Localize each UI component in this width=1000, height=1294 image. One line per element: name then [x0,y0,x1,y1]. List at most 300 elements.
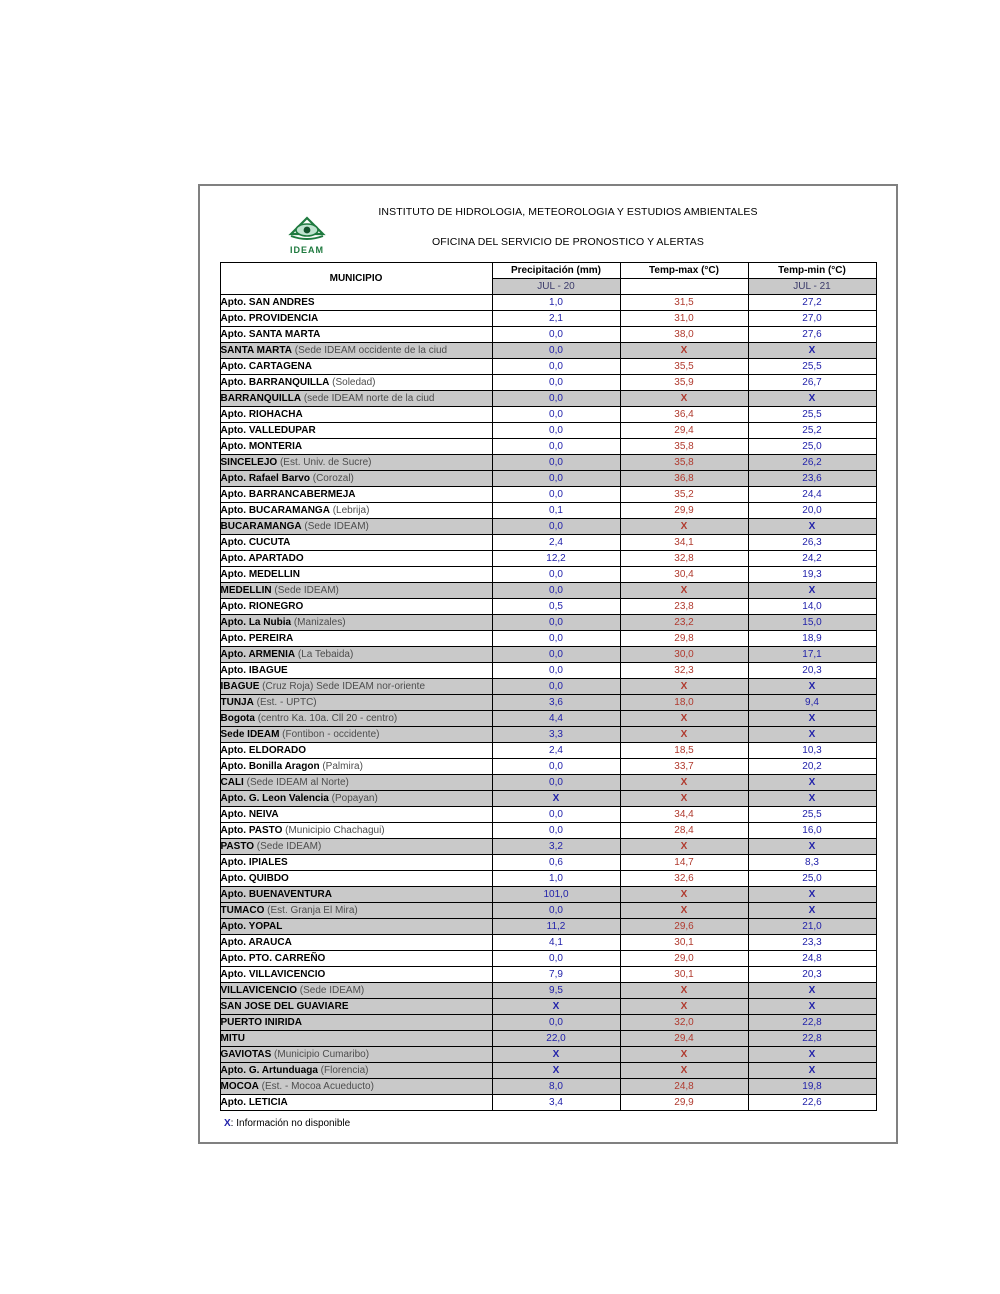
municipio-name: PUERTO INIRIDA [220,1017,302,1028]
cell-tempmin: 26,2 [748,455,876,471]
municipio-detail: (Popayan) [328,793,378,804]
cell-precipitacion: 0,0 [492,359,620,375]
municipio-name: VILLAVICENCIO [220,985,297,996]
cell-precipitacion: 0,6 [492,855,620,871]
cell-tempmin: 25,5 [748,359,876,375]
cell-tempmax: 23,2 [620,615,748,631]
cell-tempmin: X [748,999,876,1015]
municipio-name: Apto. RIOHACHA [220,409,303,420]
cell-precipitacion: 0,0 [492,439,620,455]
cell-precipitacion: 0,5 [492,599,620,615]
cell-tempmax: X [620,839,748,855]
municipio-name: Apto. ARAUCA [220,937,292,948]
municipio-name: BUCARAMANGA [220,521,302,532]
municipio-detail: (Manizales) [291,617,346,628]
cell-tempmin: 27,2 [748,295,876,311]
table-row [220,695,876,711]
date-band-precipitacion: JUL - 20 [492,279,620,295]
municipio-name: Apto. MONTERIA [220,441,303,452]
cell-tempmin: X [748,791,876,807]
municipio-detail: (sede IDEAM norte de la ciud [301,393,435,404]
cell-precipitacion: 0,0 [492,423,620,439]
table-row [220,631,876,647]
municipio-name: SAN JOSE DEL GUAVIARE [220,1001,349,1012]
cell-tempmax: X [620,887,748,903]
cell-precipitacion: 4,4 [492,711,620,727]
cell-municipio [220,855,492,871]
cell-municipio [220,807,492,823]
cell-precipitacion: 4,1 [492,935,620,951]
ideam-logo-text: IDEAM [290,245,324,255]
cell-precipitacion: 0,0 [492,679,620,695]
cell-precipitacion: 0,0 [492,583,620,599]
municipio-detail: (Soledad) [329,377,376,388]
cell-precipitacion: 0,0 [492,759,620,775]
cell-precipitacion: 0,0 [492,663,620,679]
cell-tempmin: 20,3 [748,967,876,983]
cell-tempmax: 38,0 [620,327,748,343]
cell-municipio [220,999,492,1015]
cell-tempmin: X [748,903,876,919]
cell-tempmin: 19,8 [748,1079,876,1095]
municipio-detail: (centro Ka. 10a. Cll 20 - centro) [254,713,398,724]
municipio-name: Apto. BUENAVENTURA [220,889,332,900]
table-row [220,599,876,615]
cell-municipio [220,871,492,887]
cell-tempmax: X [620,679,748,695]
municipio-name: Apto. Bonilla Aragon [220,761,320,772]
table-row [220,327,876,343]
cell-tempmax: 34,4 [620,807,748,823]
municipio-name: Bogota [220,713,255,724]
table-row [220,295,876,311]
cell-precipitacion: 2,4 [492,743,620,759]
municipio-name: Apto. PASTO [220,825,283,836]
document-page [198,184,898,1144]
cell-precipitacion: 0,0 [492,327,620,343]
table-row [220,855,876,871]
cell-tempmin: 20,3 [748,663,876,679]
table-row [220,375,876,391]
municipio-name: MEDELLIN [220,585,272,596]
table-row [220,1079,876,1095]
cell-tempmax: 30,4 [620,567,748,583]
table-row [220,439,876,455]
cell-tempmin: 21,0 [748,919,876,935]
municipio-name: Apto. BARRANQUILLA [220,377,330,388]
municipio-name: TUNJA [220,697,254,708]
table-row [220,983,876,999]
cell-tempmin: 20,2 [748,759,876,775]
cell-precipitacion: 0,0 [492,487,620,503]
municipio-name: Apto. ELDORADO [220,745,307,756]
cell-tempmin: 9,4 [748,695,876,711]
municipio-name: Apto. G. Leon Valencia [220,793,329,804]
cell-precipitacion: 0,0 [492,631,620,647]
cell-precipitacion: 7,9 [492,967,620,983]
cell-municipio [220,727,492,743]
cell-tempmin: 20,0 [748,503,876,519]
table-row [220,967,876,983]
cell-municipio [220,903,492,919]
municipio-detail: (Sede IDEAM) [301,521,369,532]
municipio-name: BARRANQUILLA [220,393,302,404]
cell-tempmax: 36,4 [620,407,748,423]
municipio-detail: (Palmira) [319,761,363,772]
cell-precipitacion: 0,0 [492,823,620,839]
cell-tempmin: 27,0 [748,311,876,327]
cell-precipitacion: X [492,999,620,1015]
cell-precipitacion: 0,0 [492,1015,620,1031]
date-band-tempmin: JUL - 21 [748,279,876,295]
cell-tempmin: 15,0 [748,615,876,631]
cell-tempmin: 8,3 [748,855,876,871]
municipio-name: Apto. PEREIRA [220,633,294,644]
cell-municipio [220,471,492,487]
municipio-detail: (Corozal) [309,473,354,484]
office-title: OFICINA DEL SERVICIO DE PRONOSTICO Y ALERTAS [431,236,705,248]
table-row [220,823,876,839]
municipio-name: GAVIOTAS [220,1049,272,1060]
cell-municipio [220,391,492,407]
cell-municipio [220,583,492,599]
municipio-name: TUMACO [220,905,265,916]
cell-tempmax: 29,6 [620,919,748,935]
cell-municipio [220,407,492,423]
table-row [220,391,876,407]
table-row [220,567,876,583]
municipio-name: Apto. VALLEDUPAR [220,425,316,436]
cell-precipitacion: 3,3 [492,727,620,743]
municipio-detail: (La Tebaida) [295,649,354,660]
table-row [220,1095,876,1111]
cell-precipitacion: X [492,1063,620,1079]
cell-tempmax: 35,2 [620,487,748,503]
table-row [220,679,876,695]
table-row [220,359,876,375]
cell-tempmax: X [620,519,748,535]
cell-municipio [220,839,492,855]
municipio-detail: (Cruz Roja) Sede IDEAM nor-oriente [259,681,426,692]
cell-precipitacion: 0,0 [492,567,620,583]
table-row [220,487,876,503]
table-row [220,1063,876,1079]
cell-tempmin: 25,2 [748,423,876,439]
municipio-name: PASTO [220,841,255,852]
cell-precipitacion: 8,0 [492,1079,620,1095]
municipio-detail: (Lebrija) [329,505,370,516]
cell-tempmin: X [748,839,876,855]
cell-municipio [220,295,492,311]
cell-tempmin: 10,3 [748,743,876,759]
table-row [220,663,876,679]
cell-municipio [220,1015,492,1031]
cell-municipio [220,423,492,439]
cell-precipitacion: 0,0 [492,775,620,791]
cell-municipio [220,743,492,759]
table-row [220,615,876,631]
cell-tempmax: 32,8 [620,551,748,567]
cell-tempmin: X [748,727,876,743]
table-row [220,935,876,951]
cell-tempmax: 33,7 [620,759,748,775]
municipio-name: SINCELEJO [220,457,278,468]
cell-tempmax: 36,8 [620,471,748,487]
municipio-name: Apto. CUCUTA [220,537,291,548]
document-header [200,186,896,256]
cell-tempmin: X [748,391,876,407]
column-header-precipitacion: Precipitación (mm) [492,263,620,279]
cell-tempmin: X [748,711,876,727]
table-row [220,887,876,903]
cell-precipitacion: 0,0 [492,807,620,823]
cell-precipitacion: 0,0 [492,375,620,391]
cell-tempmax: X [620,791,748,807]
cell-precipitacion: 1,0 [492,295,620,311]
cell-tempmax: 30,0 [620,647,748,663]
cell-municipio [220,967,492,983]
municipio-name: Apto. G. Artunduaga [220,1065,318,1076]
municipio-name: CALI [220,777,244,788]
cell-tempmax: 18,0 [620,695,748,711]
cell-tempmax: 32,6 [620,871,748,887]
municipio-name: Apto. YOPAL [220,921,283,932]
cell-tempmax: X [620,999,748,1015]
table-row [220,999,876,1015]
table-row [220,1031,876,1047]
cell-precipitacion: 0,0 [492,343,620,359]
cell-tempmin: 14,0 [748,599,876,615]
cell-tempmin: X [748,583,876,599]
municipio-detail: (Est. Granja El Mira) [264,905,358,916]
table-row [220,343,876,359]
cell-tempmin: X [748,679,876,695]
footnote-symbol: X [224,1118,231,1129]
cell-precipitacion: 1,0 [492,871,620,887]
municipio-name: Apto. NEIVA [220,809,279,820]
cell-municipio [220,567,492,583]
cell-tempmin: 24,4 [748,487,876,503]
cell-municipio [220,439,492,455]
cell-tempmin: 25,0 [748,439,876,455]
cell-municipio [220,647,492,663]
cell-tempmax: X [620,343,748,359]
cell-municipio [220,887,492,903]
cell-precipitacion: 22,0 [492,1031,620,1047]
table-row [220,471,876,487]
municipio-name: Apto. PROVIDENCIA [220,313,319,324]
cell-precipitacion: 101,0 [492,887,620,903]
cell-precipitacion: 0,0 [492,615,620,631]
municipio-detail: (Sede IDEAM) [254,841,322,852]
table-row [220,727,876,743]
municipio-name: IBAGUE [220,681,260,692]
cell-municipio [220,711,492,727]
cell-municipio [220,455,492,471]
municipio-name: Apto. RIONEGRO [220,601,304,612]
cell-municipio [220,503,492,519]
cell-tempmax: X [620,775,748,791]
cell-tempmin: 16,0 [748,823,876,839]
cell-municipio [220,1031,492,1047]
cell-precipitacion: 0,1 [492,503,620,519]
cell-municipio [220,343,492,359]
cell-precipitacion: 2,1 [492,311,620,327]
municipio-name: Apto. SAN ANDRES [220,297,315,308]
cell-municipio [220,311,492,327]
cell-precipitacion: 0,0 [492,455,620,471]
cell-municipio [220,615,492,631]
cell-precipitacion: 2,4 [492,535,620,551]
municipio-name: Apto. QUIBDO [220,873,289,884]
table-row [220,1015,876,1031]
municipio-detail: (Municipio Cumaribo) [271,1049,370,1060]
table-row [220,759,876,775]
cell-tempmax: 28,4 [620,823,748,839]
cell-precipitacion: 0,0 [492,407,620,423]
table-row [220,951,876,967]
cell-municipio [220,983,492,999]
cell-municipio [220,1063,492,1079]
cell-precipitacion: 0,0 [492,903,620,919]
cell-municipio [220,663,492,679]
cell-tempmax: X [620,983,748,999]
cell-tempmax: 14,7 [620,855,748,871]
column-header-municipio: MUNICIPIO [220,263,492,295]
municipio-name: Apto. Rafael Barvo [220,473,310,484]
cell-tempmax: 35,9 [620,375,748,391]
municipio-name: Apto. SANTA MARTA [220,329,321,340]
table-row [220,583,876,599]
municipio-name: MITU [220,1033,245,1044]
ideam-logo-icon [285,214,329,244]
table-row [220,775,876,791]
table-row [220,743,876,759]
cell-municipio [220,487,492,503]
cell-municipio [220,1095,492,1111]
municipio-name: Apto. MEDELLIN [220,569,300,580]
ideam-logo [272,214,342,258]
cell-tempmax: X [620,1047,748,1063]
cell-tempmax: 29,4 [620,423,748,439]
table-row [220,903,876,919]
cell-municipio [220,359,492,375]
cell-precipitacion: X [492,791,620,807]
cell-tempmax: 30,1 [620,935,748,951]
cell-tempmax: X [620,391,748,407]
cell-tempmin: X [748,343,876,359]
cell-tempmin: X [748,887,876,903]
table-row [220,407,876,423]
table-row [220,791,876,807]
table-row [220,871,876,887]
cell-precipitacion: 12,2 [492,551,620,567]
cell-municipio [220,759,492,775]
cell-tempmax: X [620,583,748,599]
table-row [220,919,876,935]
cell-precipitacion: 3,4 [492,1095,620,1111]
cell-municipio [220,631,492,647]
cell-municipio [220,375,492,391]
municipio-detail: (Est. Univ. de Sucre) [277,457,372,468]
table-header-row [220,263,876,279]
table-row [220,503,876,519]
institute-title: INSTITUTO DE HIDROLOGIA, METEOROLOGIA Y ESTUDIOS AMBIENTALES [378,206,758,218]
municipio-name: Apto. LETICIA [220,1097,288,1108]
cell-tempmin: 23,3 [748,935,876,951]
cell-tempmax: 29,4 [620,1031,748,1047]
cell-municipio [220,551,492,567]
cell-municipio [220,679,492,695]
cell-tempmax: 35,5 [620,359,748,375]
municipio-detail: (Sede IDEAM) [271,585,339,596]
cell-precipitacion: 9,5 [492,983,620,999]
municipio-detail: (Est. - UPTC) [253,697,317,708]
cell-precipitacion: 0,0 [492,471,620,487]
municipio-detail: (Sede IDEAM occidente de la ciud [291,345,448,356]
footnote [224,1118,896,1129]
table-row [220,519,876,535]
municipio-name: MOCOA [220,1081,259,1092]
cell-tempmax: 23,8 [620,599,748,615]
municipio-detail: (Sede IDEAM al Norte) [243,777,349,788]
cell-tempmax: 32,3 [620,663,748,679]
cell-precipitacion: 0,0 [492,951,620,967]
municipio-detail: (Sede IDEAM) [296,985,365,996]
municipio-name: Apto. VILLAVICENCIO [220,969,326,980]
cell-tempmin: 23,6 [748,471,876,487]
cell-precipitacion: 0,0 [492,391,620,407]
table-row [220,423,876,439]
cell-precipitacion: X [492,1047,620,1063]
cell-tempmin: 25,5 [748,407,876,423]
municipio-name: Apto. APARTADO [220,553,304,564]
cell-tempmax: X [620,903,748,919]
municipio-name: Apto. IBAGUE [220,665,288,676]
cell-tempmin: X [748,1047,876,1063]
cell-municipio [220,951,492,967]
cell-tempmin: 22,8 [748,1031,876,1047]
cell-tempmin: 26,7 [748,375,876,391]
table-row [220,551,876,567]
cell-tempmin: 24,2 [748,551,876,567]
table-row [220,807,876,823]
cell-municipio [220,775,492,791]
table-row [220,455,876,471]
cell-municipio [220,935,492,951]
municipio-name: Sede IDEAM [220,729,280,740]
cell-tempmin: 25,5 [748,807,876,823]
municipio-detail: (Fontibon - occidente) [279,729,380,740]
municipio-name: Apto. La Nubia [220,617,292,628]
table-body [220,295,876,1111]
footnote-text: : Información no disponible [230,1118,351,1129]
cell-tempmin: 24,8 [748,951,876,967]
cell-tempmax: 24,8 [620,1079,748,1095]
cell-precipitacion: 0,0 [492,519,620,535]
municipio-name: Apto. BARRANCABERMEJA [220,489,356,500]
cell-municipio [220,791,492,807]
cell-municipio [220,919,492,935]
cell-municipio [220,535,492,551]
cell-tempmax: 18,5 [620,743,748,759]
cell-tempmax: 35,8 [620,455,748,471]
table-row [220,535,876,551]
cell-tempmin: 25,0 [748,871,876,887]
municipio-name: SANTA MARTA [220,345,292,356]
cell-tempmax: 32,0 [620,1015,748,1031]
cell-municipio [220,695,492,711]
